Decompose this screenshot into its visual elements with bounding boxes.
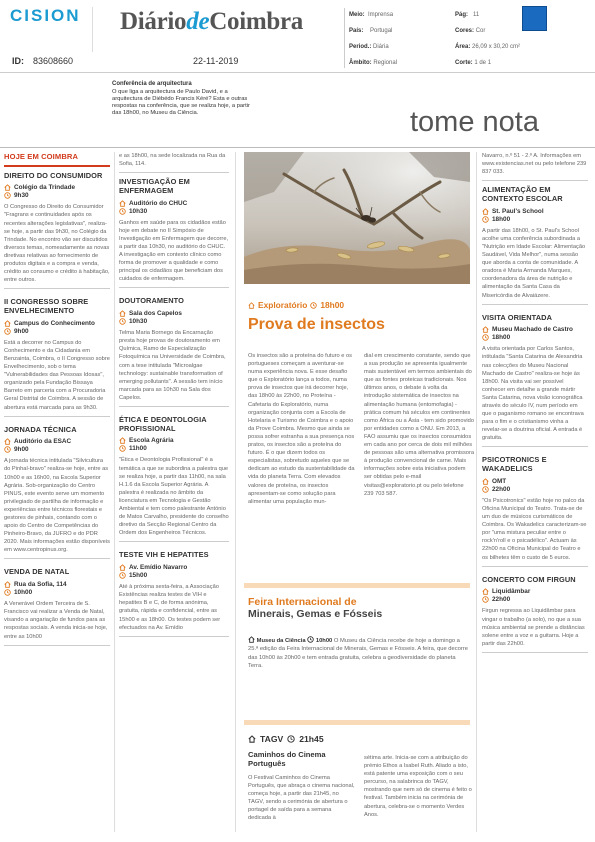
feature-title: Prova de insectos bbox=[248, 316, 385, 333]
listing-text: "Os Psicotronics" estão hoje no palco da Oficina Municipal do Teatro. Trata-se de um duo de músicos curismáticos de Coimbra. Os Wakadelics caracterizam-se por "uma mistura peculiar entre o rock'n'roll e o psicadélico". Actuam às 22h00 na Oficina Municipal do Teatro e os bilhetes têm o custo de 5 euros. bbox=[482, 497, 587, 561]
meta-area: Área: 26,09 x 30,20 cm² bbox=[455, 44, 521, 50]
listing-time-row bbox=[4, 446, 110, 453]
meta-meio: Meio: Imprensa bbox=[349, 12, 394, 18]
item-rule bbox=[482, 652, 588, 653]
item-rule bbox=[119, 636, 229, 637]
home-icon bbox=[119, 200, 126, 207]
meta-corte: Corte: 1 de 1 bbox=[455, 60, 492, 66]
continued-text: e as 18h00, na sede localizada na Rua da Sofia, 114. bbox=[119, 153, 226, 168]
continued-text: Navarro, n.º 51 - 2.º A. Informações em www.existencias.net ou pelo telefone 239 837 033. bbox=[482, 153, 587, 176]
listing-venue-row bbox=[119, 564, 229, 571]
tagv-venue: TAGV bbox=[260, 734, 284, 744]
lead-text: O que liga a arquitectura de Paulo David, e a arquitectura de Diébédo Francis Kéré? Esta e outras respostas na conferência, que se realiza hoje, a partir das 18h00, no Museu da Ciência. bbox=[112, 88, 250, 117]
listing-time: 18h00 bbox=[492, 334, 511, 342]
meta-period: Period.: Diária bbox=[349, 44, 389, 50]
column-divider bbox=[235, 152, 236, 832]
clip-date: 22-11-2019 bbox=[193, 56, 239, 66]
listing-text: "Ética e Deontologia Profissional" é a temática a que se subordina a palestra que se realiza hoje, a partir das 11h00, na sala H.1.6 da Escola Superior Agrária. A palestra é realizada no âmbito da licenciatura em Tecnologia e Gestão Ambiental e tem como palestrante António de Matos Carvalho, presidente do conselho diretivo da Secção Regional Centro da Ordem dos Engenheiros Técnicos. bbox=[119, 457, 229, 537]
listing-text: Até à próxima sexta-feira, a Associação Existências realiza testes de VIH e hepatites B e C, de forma anónima, gratuita, rápida e confidencial, entre as 15h00 e as 18h00. Os testes podem ser efectuados na Av. Emídio bbox=[119, 584, 221, 631]
item-rule bbox=[119, 406, 229, 407]
item-rule bbox=[482, 304, 588, 305]
item-rule bbox=[4, 558, 110, 559]
feira-title-line1: Feira Internacional de bbox=[248, 596, 357, 608]
listing-item bbox=[4, 426, 110, 560]
lead-teaser bbox=[112, 81, 258, 117]
feature-body-col1: Os insectos são a proteína do futuro e os portugueses começam a aventurar-se numa experiência nova. E esse desafio que o Exploratório lança a todos, numa prova de insectos que irá decorrer hoje, das 18h00 às 22h00, no Proteína - Cafetaria do Exploratório, numa organização conjunta com a Escola de Hotelaria e Turismo de Coimbra e o apoio da Prove Coimbra. Mesmo que ainda se possa sofrer estranha a sua presença nos pratos, os insectos são a proteína do futuro. É o que dizem todos os especialistas, sobretudo aqueles que se dedicam ao estudo da sustentabilidade da vida do planeta Terra. Com elevados valores de proteína, os insectos apresentam-se como solução para alimentar uma população mun- bbox=[248, 353, 355, 505]
section-separator bbox=[244, 583, 470, 588]
clip-metadata bbox=[344, 8, 521, 68]
listing-text: Ganhos em saúde para os cidadãos estão hoje em debate no II Simpósio de Investigação em Enfermagem que decorre, a partir das 10h30, no auditório do CHUC. A investigação em contexto clínico como forma de promover a qualidade e como principal os cidadãos que beneficiam dos cuidados de enfermagem. bbox=[119, 219, 229, 283]
listing-item bbox=[119, 178, 229, 288]
clock-icon bbox=[287, 735, 295, 743]
listing-venue-row bbox=[482, 326, 588, 333]
listing-item bbox=[482, 314, 588, 448]
logo-word-1: Diário bbox=[120, 8, 187, 35]
listing-venue: Auditório da ESAC bbox=[14, 438, 72, 446]
listing-heading: II CONGRESSO SOBRE ENVELHECIMENTO bbox=[4, 297, 89, 316]
item-rule bbox=[119, 172, 229, 173]
logo-word-de: de bbox=[186, 8, 210, 35]
listing-venue: Colégio da Trindade bbox=[14, 184, 76, 192]
column-d bbox=[482, 152, 588, 662]
feira-time: 10h00 bbox=[315, 638, 333, 644]
feira-title-line2: Minerais, Gemas e Fósseis bbox=[248, 608, 383, 621]
listing-heading: VISITA ORIENTADA bbox=[482, 312, 553, 322]
home-icon bbox=[248, 301, 255, 310]
listing-heading: VENDA DE NATAL bbox=[4, 567, 70, 577]
listing-time-row bbox=[482, 486, 588, 493]
section-label: tome nota bbox=[410, 106, 539, 138]
listing-time-row bbox=[482, 596, 588, 603]
feature-venue: Exploratório bbox=[258, 300, 308, 310]
column-divider bbox=[114, 152, 115, 832]
listing-venue: St. Paul's School bbox=[492, 207, 544, 215]
section-separator bbox=[244, 720, 470, 725]
clock-icon bbox=[4, 589, 11, 596]
home-icon bbox=[4, 438, 11, 445]
listing-time-row bbox=[119, 318, 229, 325]
column-a bbox=[4, 152, 110, 655]
item-rule bbox=[482, 180, 588, 181]
clock-icon bbox=[482, 486, 489, 493]
listing-venue-row bbox=[4, 320, 110, 327]
listing-heading: PSICOTRONICS E WAKADELICS bbox=[482, 455, 547, 474]
listing-time: 10h30 bbox=[129, 318, 148, 326]
listing-venue: Liquidâmbar bbox=[492, 588, 531, 596]
item-rule bbox=[119, 541, 229, 542]
listing-venue-row bbox=[4, 184, 110, 191]
insects-photo-graphic bbox=[244, 152, 470, 284]
listing-heading: ÉTICA E DEONTOLOGIA PROFISSIONAL bbox=[119, 414, 207, 433]
listing-time: 10h00 bbox=[14, 589, 33, 597]
listing-venue-row bbox=[4, 581, 110, 588]
section-rule bbox=[4, 165, 110, 167]
clock-icon bbox=[119, 445, 126, 452]
listing-time-row bbox=[4, 589, 110, 596]
feira-venue: Museu da Ciência bbox=[256, 638, 306, 644]
item-rule bbox=[4, 645, 110, 646]
listing-venue-row bbox=[482, 208, 588, 215]
feature-body-col2: dial em crescimento constante, sendo que a sua produção se apresenta igualmente mais sustentável em termos ambientais do que as fontes proteicas tradicionais. Nos últimos anos, o debate à volta da introdução sistemática de insectos na alimentação humana (entomofagia) - prática comum há séculos em continentes como África ou a Ásia - tem sido promovido por entidades como a ONU. Em 2013, a FAO assumiu que os insectos consumidos em cada ano por cerca de dois mil milhões de pessoas são uma alternativa promissora à produção convencional de carne. Mais informações sobre esta iniciativa podem ser obtidas pelo e-mail visitas@exploratorio.pt ou pelo telefone 239 703 587. bbox=[364, 353, 475, 497]
item-rule bbox=[482, 446, 588, 447]
listing-venue-row bbox=[482, 588, 588, 595]
listing-heading: ALIMENTAÇÃO EM CONTEXTO ESCOLAR bbox=[482, 185, 563, 204]
feira-text: O Museu da Ciência recebe de hoje a domingo a 25.ª edição da Feira Internacional de Minerais, Gemas e Fósseis. A feira, que decorre das 10h00 às 20h00 e tem entrada gratuita, celebra a geodiversidade do planeta Terra. bbox=[248, 638, 468, 670]
listing-venue-row bbox=[119, 310, 229, 317]
listing-time: 9h00 bbox=[14, 446, 29, 454]
meta-pag: Pág: 11 bbox=[455, 12, 480, 18]
item-rule bbox=[4, 288, 110, 289]
listing-time: 18h00 bbox=[492, 215, 511, 223]
clipping-header bbox=[0, 0, 595, 72]
listing-item bbox=[119, 551, 229, 636]
listing-heading: INVESTIGAÇÃO EM ENFERMAGEM bbox=[119, 177, 190, 195]
listing-venue-row bbox=[4, 438, 110, 445]
listing-item bbox=[4, 172, 110, 290]
item-rule bbox=[482, 566, 588, 567]
insects-photo bbox=[244, 152, 470, 284]
clock-icon bbox=[119, 572, 126, 579]
listing-heading: JORNADA TÉCNICA bbox=[4, 424, 77, 434]
listing-venue-row bbox=[482, 478, 588, 485]
listing-text: Firgun regressa ao Liquidâmbar para vingar o trabalho (a solo), no que a sua música ambiental se prende a distâncias solene entre a voz e a guitarra. Hoje a partir das 22h00. bbox=[482, 608, 585, 647]
header-divider bbox=[0, 72, 595, 73]
tagv-body-col2: sétima arte. Inicia-se com a atribuição do prémio Ethos a Isabel Ruth. Aliado a isto, está patente uma exposição com o seu percurso, na salabrinca do TAGV, mostrando que nem só de cinema é feito o festival. Também inicia na cerimónia de abertura, celebra-se o momento Verdes Anos. bbox=[364, 755, 472, 818]
meta-cores: Cores: Cor bbox=[455, 28, 486, 34]
listing-time-row bbox=[119, 445, 229, 452]
clock-icon bbox=[310, 301, 317, 310]
id-value: 83608660 bbox=[33, 56, 74, 66]
listing-time: 9h30 bbox=[14, 192, 29, 200]
home-icon bbox=[482, 588, 489, 595]
listing-venue: Museu Machado de Castro bbox=[492, 326, 573, 334]
listing-item bbox=[119, 416, 229, 542]
listing-time: 11h00 bbox=[129, 445, 147, 453]
logo-word-2: Coimbra bbox=[209, 8, 303, 35]
listing-venue: Auditório do CHUC bbox=[129, 199, 188, 207]
newspaper-logo bbox=[120, 8, 303, 36]
clock-icon bbox=[482, 216, 489, 223]
listing-time-row bbox=[119, 208, 229, 215]
cision-logo: CISION bbox=[10, 6, 81, 25]
listing-item bbox=[482, 576, 588, 653]
listing-time-row bbox=[4, 192, 110, 199]
meta-pais: País: Portugal bbox=[349, 28, 393, 34]
listing-text: Telma Maria Bornego da Encarnação presta hoje provas de doutoramento em Química, Ramo de Especialização Fotoquímica na Universidade de Coimbra, com a tese intitulada "Microalgae technology: sustainable transformation of emerging pollutants". A sessão tem início marcada para as 10h30 na Sala dos Capelos. bbox=[119, 330, 226, 401]
home-icon bbox=[482, 326, 489, 333]
feature-kicker bbox=[248, 300, 344, 310]
listing-venue: Escola Agrária bbox=[129, 437, 174, 445]
listing-time-row bbox=[482, 216, 588, 223]
listing-time: 22h00 bbox=[492, 485, 511, 493]
home-icon bbox=[119, 564, 126, 571]
listing-venue: Sala dos Capelos bbox=[129, 310, 182, 318]
clock-icon bbox=[4, 446, 11, 453]
clock-icon bbox=[482, 596, 489, 603]
meta-ambito: Âmbito: Regional bbox=[349, 60, 398, 66]
listing-venue-row bbox=[119, 200, 229, 207]
item-rule bbox=[119, 287, 229, 288]
listing-venue: Rua da Sofia, 114 bbox=[14, 581, 67, 589]
listing-item bbox=[119, 297, 229, 407]
listing-heading: DIREITO DO CONSUMIDOR bbox=[4, 170, 103, 180]
listing-text: A partir das 18h00, o St. Paul's School acolhe uma conferência subordinada a "Nutrição em Idade Escolar: Alimentação Saudável, Vida Melhor", numa sessão que aborda a conta de comunidade. A oradora é Maria Armanda Marques, coordenadora da área de nutrição e alimentação da Santa Casa da Misericórdia de Alvaiázere. bbox=[482, 227, 586, 299]
listing-time: 9h00 bbox=[14, 327, 29, 335]
listing-item bbox=[4, 298, 110, 416]
section-heading-hoje: HOJE EM COIMBRA bbox=[4, 152, 79, 161]
listing-heading: DOUTORAMENTO bbox=[119, 296, 184, 306]
id-label: ID: bbox=[12, 56, 24, 66]
listing-time-row bbox=[4, 328, 110, 335]
clock-icon bbox=[4, 328, 11, 335]
home-icon bbox=[119, 310, 126, 317]
home-icon bbox=[482, 478, 489, 485]
tagv-title: Caminhos do Cinema Português bbox=[248, 750, 326, 768]
home-icon bbox=[4, 320, 11, 327]
feira-title bbox=[248, 596, 382, 621]
listing-venue: Campus do Conhecimento bbox=[14, 319, 95, 327]
listing-time-row bbox=[482, 334, 588, 341]
home-icon bbox=[119, 437, 126, 444]
home-icon bbox=[4, 184, 11, 191]
listing-venue-row bbox=[119, 437, 229, 444]
feature-time: 18h00 bbox=[320, 300, 345, 310]
listing-text: A Venerável Ordem Terceira de S. Francisco vai realizar a Venda de Natal, visando a angariação de fundos para as respostas sociais. A venda inicia-se hoje, entre as 10h00 bbox=[4, 601, 108, 640]
listing-time: 22h00 bbox=[492, 596, 511, 604]
listing-text: O Congresso do Direito do Consumidor "Fragrans e continuidades após os recentes alterações legislativas", realiza-se hoje, a partir das 9h30, no Colégio da Trindade. No encontro vão ser discutidos diversos temas, nomeadamente as novas diretivas relativas ao fornecimento de produtos digitais e a compra e venda, crédito ao consumo e crédito à habitação, entre outros. bbox=[4, 204, 110, 284]
clock-icon bbox=[482, 334, 489, 341]
home-icon bbox=[248, 735, 256, 743]
tagv-body-col1: O Festival Caminhos do Cinema Português, que abraça o cinema nacional, começa hoje, a partir das 21h45, no TAGV, sendo a cerimónia de abertura o portagel de saída para a semana dedicada à bbox=[248, 775, 355, 822]
listing-item bbox=[482, 456, 588, 566]
tagv-time: 21h45 bbox=[299, 734, 324, 744]
clock-icon bbox=[4, 192, 11, 199]
listing-venue: OMT bbox=[492, 477, 507, 485]
listing-text: Está a decorrer no Campus do Conhecimento e da Cidadania em Benzainta, Coimbra, o II Congresso sobre Envelhecimento, sob o tema "Vulnerabilidades das Pessoas Idosas", organizado pela Fundação Bissaya Barreto em parceria com a Procuradoria Geral Distrital de Coimbra. A sessão de abertura está marcada para as 9h30. bbox=[4, 339, 110, 411]
listing-item bbox=[4, 568, 110, 645]
page-thumbnail bbox=[522, 6, 547, 31]
column-b bbox=[119, 152, 229, 646]
lead-title: Conferência de arquitectura bbox=[112, 81, 192, 87]
listing-text: A jornada técnica intitulada "Silvicultura do Pinhal-bravo" realiza-se hoje, entre as 10h00 e as 16h00, na Escola Superior Agrária. Sob-organização do Centro PINUS, este evento serve um momento privilegiado de partilha de informação e experiências entre técnicos florestais e gestores de pinhais, contando com o apoio do Centro de Competências do Pinheiro-Bravo, da JUFRO e do PDR 2020. Mais informações estão disponíveis em www.centropinus.org. bbox=[4, 458, 110, 554]
listing-time: 10h30 bbox=[129, 207, 148, 215]
listing-text: A visita orientada por Carlos Santos, intitulada "Santa Catarina de Alexandria nas colecções do Museu Nacional Machado de Castro" realiza-se hoje às 18h00. Na visita vai ser possível conhecer em detalhe a grande mártir Santa Catarina, nova visão iconográfica através do século IV, num período em que o paganismo romano se encontrava para o fim e o cristianismo vinha a revelar-se a doutrina oficial. A entrada é gratuita. bbox=[482, 346, 584, 442]
column-divider bbox=[476, 152, 477, 832]
home-icon bbox=[248, 636, 255, 643]
listing-venue: Av. Emídio Navarro bbox=[129, 564, 188, 572]
clock-icon bbox=[119, 208, 126, 215]
listing-heading: TESTE VIH E HEPATITES bbox=[119, 550, 209, 560]
item-rule bbox=[4, 416, 110, 417]
listing-heading: CONCERTO COM FIRGUN bbox=[482, 574, 576, 584]
listing-time-row bbox=[119, 572, 229, 579]
listing-item bbox=[482, 186, 588, 304]
listing-time: 15h00 bbox=[129, 572, 148, 580]
home-icon bbox=[4, 581, 11, 588]
clock-icon bbox=[307, 636, 314, 643]
section-divider bbox=[0, 147, 595, 148]
feira-body bbox=[248, 636, 468, 671]
logo-divider bbox=[92, 7, 93, 52]
home-icon bbox=[482, 208, 489, 215]
clock-icon bbox=[119, 318, 126, 325]
tagv-kicker bbox=[248, 734, 324, 744]
